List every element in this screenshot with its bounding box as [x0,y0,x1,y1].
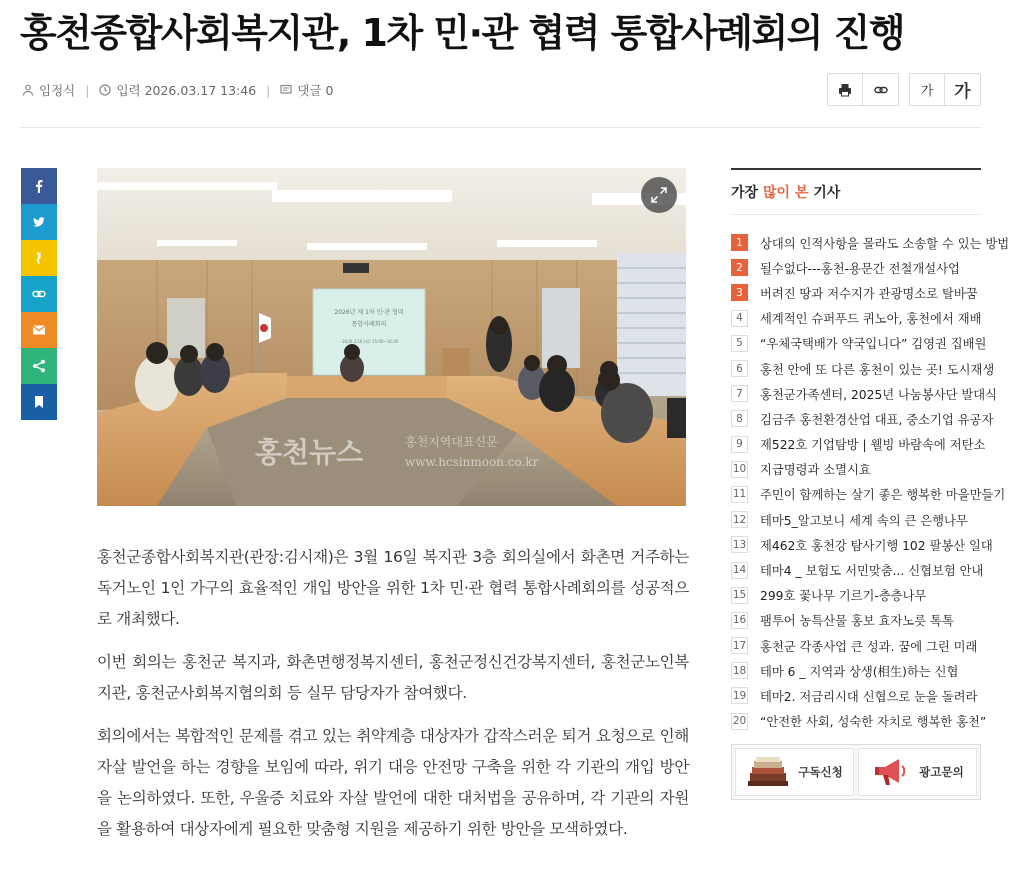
popular-article-item[interactable] [731,683,981,708]
popular-article-title[interactable]: 될수없다---홍천-용문간 전철개설사업 [760,261,960,276]
font-larger-button[interactable]: 가 [945,74,980,105]
popular-article-title[interactable]: 299호 꽃나무 기르기-층층나무 [760,589,927,604]
rank-number: 13 [731,536,748,553]
slide-title-line1: 2026년 제 1차 민·관 협력 [334,309,404,316]
popular-article-item[interactable] [731,306,981,331]
popular-article-item[interactable] [731,255,981,280]
rank-number: 8 [731,410,748,427]
email-icon [32,323,46,337]
popular-article-title[interactable]: 제522호 기업탐방 | 웰빙 바람속에 저탄소 [760,438,986,453]
person-icon [22,84,34,96]
rank-number: 18 [731,662,748,679]
popular-article-item[interactable] [731,356,995,381]
share-bar [21,168,57,420]
title-highlight: 많이 본 [762,185,809,201]
font-size-group [909,73,981,106]
rank-number: 5 [731,335,748,352]
author [22,81,75,99]
megaphone-icon [871,755,911,789]
rank-number: 1 [731,234,748,251]
article-body [97,542,689,857]
popular-article-title[interactable]: 세계적인 슈퍼푸드 퀴노아, 홍천에서 재배 [760,312,982,327]
rank-number: 17 [731,637,748,654]
rank-number: 9 [731,436,748,453]
comment-icon [280,84,292,96]
popular-article-title[interactable]: 테마2. 저금리시대 신협으로 눈을 돌려라 [760,689,978,704]
popular-article-item[interactable] [731,432,986,457]
popular-article-title[interactable]: 버려진 땅과 저수지가 관광명소로 탈바꿈 [760,286,978,301]
subscribe-label: 구독신청 [798,765,843,779]
popular-article-item[interactable] [731,709,987,734]
service-banners [731,744,981,800]
popular-article-title[interactable]: “우체국택배가 약국입니다” 김영권 집배원 [760,337,987,352]
popular-articles-title [731,170,981,215]
popular-article-title[interactable]: 홍천군가족센터, 2025년 나눔봉사단 발대식 [760,387,997,402]
rank-number: 16 [731,612,748,629]
popular-article-item[interactable] [731,608,981,633]
rank-number: 6 [731,360,748,377]
rank-number: 7 [731,385,748,402]
popular-articles-list [731,230,1009,734]
bookmark-button[interactable] [21,384,57,420]
publish-date [99,81,256,99]
header-divider [20,127,981,128]
font-smaller-button[interactable]: 가 [910,74,945,105]
popular-article-title[interactable]: 테마 6 _ 지역과 상생(相生)하는 신협 [760,664,959,679]
comments-count: 댓글 0 [297,83,334,98]
ad-inquiry-banner[interactable] [858,748,977,796]
rank-number: 2 [731,259,748,276]
popular-article-item[interactable] [731,658,981,683]
slide-date: · 2026.3.16.(월) 15:00~16:00 [339,339,399,344]
popular-article-item[interactable] [731,532,993,557]
article-paragraph: 이번 회의는 홍천군 복지과, 화촌면행정복지센터, 홍천군정신건강복지센터, 홍천군노인복지관, 홍천군사회복지협의회 등 실무 담당자가 참여했다. [97,653,689,702]
facebook-icon [32,179,46,193]
share-email-button[interactable] [21,312,57,348]
printer-icon [838,83,852,97]
rank-number: 3 [731,284,748,301]
share-more-button[interactable] [21,348,57,384]
popular-article-title[interactable]: 상대의 인적사항을 몰라도 소송할 수 있는 방법 [760,236,1009,251]
popular-article-item[interactable] [731,583,981,608]
popular-article-title[interactable]: 지급명령과 소멸시효 [760,463,871,478]
slide-title-line2: 통합사례회의 [351,321,387,328]
rank-number: 11 [731,486,748,503]
author-name: 임정식 [39,83,76,98]
article-photo[interactable] [97,168,686,506]
popular-article-title[interactable]: 제462호 홍천강 탐사기행 102 팔봉산 일대 [760,538,993,553]
share-facebook-button[interactable] [21,168,57,204]
article-paragraph: 회의에서는 복합적인 문제를 겪고 있는 취약계층 대상자가 갑작스러운 퇴거 요청으로 인해 자살 발언을 하는 경향을 보임에 따라, 위기 대응 안전망 구축을 위한 각 기관의 개입 방안을 논의하였다. 또한, 우울증 치료와 자살 발언에 대한 대처법을 공유하며, 각 기관의 자원을 활용하여 대상자에게 필요한 맞춤형 지원을 제공하기 위한 방안을 모색하였다. [97,727,689,838]
article-meta [22,80,333,100]
rank-number: 15 [731,587,748,604]
article-title: 홍천종합사회복지관, 1차 민·관 협력 통합사례회의 진행 [20,11,905,55]
popular-article-item[interactable] [731,230,1009,255]
share-icon [32,359,46,373]
bookmark-icon [32,395,46,409]
popular-article-title[interactable]: “안전한 사회, 성숙한 자치로 행복한 홍천” [760,715,987,730]
article-paragraph: 홍천군종합사회복지관(관장:김시재)은 3월 16일 복지관 3층 회의실에서 화촌면 거주하는 독거노인 1인 가구의 효율적인 개입 방안을 위한 1차 민·관 협력 통합사례회의를 성공적으로 개최했다. [97,548,689,628]
link-icon [874,83,888,97]
watermark-url: www.hcsinmoon.co.kr [405,455,539,469]
rank-number: 12 [731,511,748,528]
rank-number: 14 [731,562,748,579]
link-icon [32,287,46,301]
clock-icon [99,84,111,96]
publish-date-text: 입력 2026.03.17 13:46 [116,83,257,98]
meta-divider: | [85,82,90,98]
subscribe-banner[interactable] [735,748,854,796]
watermark-tagline: 홍천지역대표신문 [405,435,498,449]
expand-icon [651,187,667,203]
watermark-brand: 홍천뉴스 [255,436,364,469]
rank-number: 10 [731,461,748,478]
ad-inquiry-label: 광고문의 [919,765,964,779]
newspaper-stack-icon [746,755,790,789]
popular-article-item[interactable] [731,557,984,582]
popular-article-title[interactable]: 테마5_알고보니 세계 속의 큰 은행나무 [760,513,968,528]
print-link-group [827,73,899,106]
comments-link[interactable] [280,81,333,99]
rank-number: 20 [731,713,748,730]
kakaostory-icon [32,251,46,265]
popular-article-title[interactable]: 테마4 _ 보험도 서민맞춤... 신협보험 안내 [760,564,984,579]
popular-article-title[interactable]: 팸투어 농특산물 홍보 효자노릇 톡톡 [760,614,954,629]
title-post: 기사 [813,185,841,201]
popular-article-title[interactable]: 홍천군 각종사업 큰 성과. 꿈에 그린 미래 [760,639,978,654]
share-twitter-button[interactable] [21,204,57,240]
popular-article-item[interactable] [731,280,981,305]
rank-number: 4 [731,310,748,327]
popular-article-item[interactable] [731,457,981,482]
popular-article-item[interactable] [731,331,987,356]
popular-article-item[interactable] [731,633,981,658]
popular-article-item[interactable] [731,381,997,406]
popular-article-title[interactable]: 김금주 홍천환경산업 대표, 중소기업 유공자 [760,412,994,427]
meta-divider: | [266,82,271,98]
popular-article-title[interactable]: 홍천 안에 또 다른 홍천이 있는 곳! 도시재생 [760,362,995,377]
popular-article-item[interactable] [731,406,994,431]
copy-link-button[interactable] [863,74,898,105]
print-button[interactable] [828,74,863,105]
share-kakaostory-button[interactable] [21,240,57,276]
popular-articles-header [731,168,981,215]
rank-number: 19 [731,687,748,704]
popular-article-title[interactable]: 주민이 함께하는 살기 좋은 행복한 마을만들기 [760,488,1006,503]
article-toolbar [827,73,981,106]
popular-article-item[interactable] [731,482,1006,507]
share-link-button[interactable] [21,276,57,312]
twitter-icon [32,215,46,229]
meeting-room-photo [97,168,686,506]
expand-photo-button[interactable] [641,177,677,213]
popular-articles [731,168,1009,734]
title-pre: 가장 [731,185,759,201]
popular-article-item[interactable] [731,507,981,532]
